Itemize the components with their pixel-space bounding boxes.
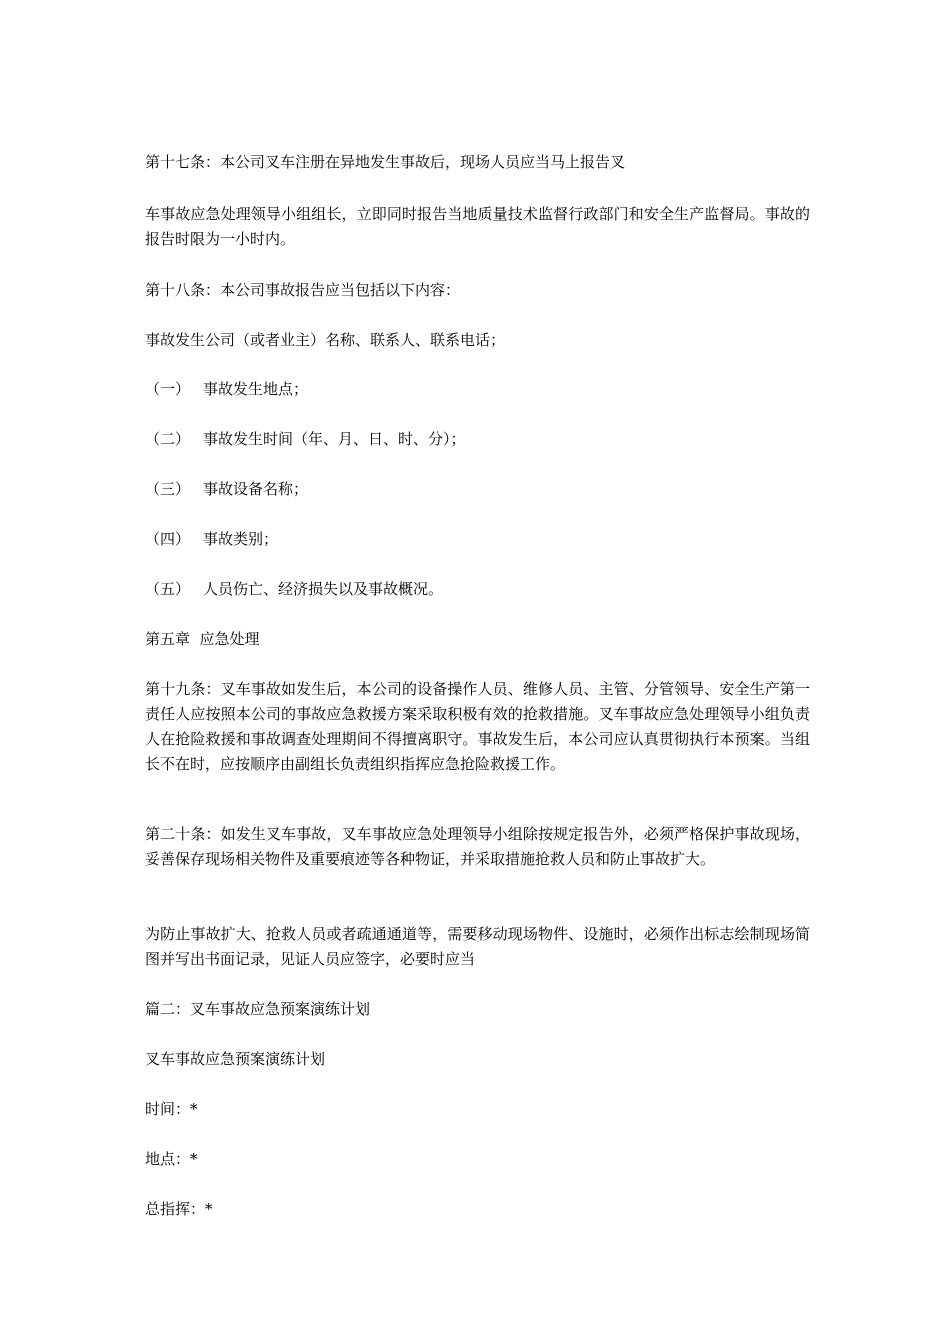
list-item-text: 事故类别； (203, 530, 279, 548)
list-item (145, 377, 308, 402)
list-item-number: （三） (145, 480, 191, 498)
plan-commander: 总指挥：* (145, 1200, 213, 1218)
article-17-continuation: 车事故应急处理领导小组组长，立即同时报告当地质量技术监督行政部门和安全生产监督局。事故的报告时限为一小时内。 (145, 205, 810, 248)
list-item (145, 527, 278, 552)
list-item-text: 事故发生时间（年、月、日、时、分）； (203, 430, 466, 448)
list-item-number: （四） (145, 530, 191, 548)
article-17-first-line: 第十七条：本公司叉车注册在异地发生事故后，现场人员应当马上报告叉 (145, 153, 626, 171)
list-item-text: 人员伤亡、经济损失以及事故概况。 (203, 580, 444, 598)
article-18: 第十八条：本公司事故报告应当包括以下内容： (145, 281, 461, 299)
article-20: 第二十条：如发生叉车事故，叉车事故应急处理领导小组除按规定报告外，必须严格保护事故现场，妥善保存现场相关物件及重要痕迹等各种物证，并采取措施抢救人员和防止事故扩大。 (145, 825, 810, 868)
plan-time: 时间：* (145, 1100, 198, 1118)
list-item (145, 577, 443, 602)
plan-place: 地点：* (145, 1150, 198, 1168)
list-item-number: （二） (145, 430, 191, 448)
list-item-text: 事故发生地点； (203, 380, 309, 398)
chapter-5-heading: 第五章 应急处理 (145, 630, 260, 648)
prevent-paragraph: 为防止事故扩大、抢救人员或者疏通通道等，需要移动现场物件、设施时，必须作出标志绘制现场简图并写出书面记录，见证人员应签字，必要时应当 (145, 925, 810, 968)
list-item (145, 477, 308, 502)
list-item-number: （一） (145, 380, 191, 398)
list-item-text: 事故设备名称； (203, 480, 309, 498)
plan-title: 叉车事故应急预案演练计划 (145, 1050, 326, 1068)
article-18-intro: 事故发生公司（或者业主）名称、联系人、联系电话； (145, 331, 506, 349)
list-item (145, 427, 466, 452)
article-19: 第十九条：叉车事故如发生后，本公司的设备操作人员、维修人员、主管、分管领导、安全生产第一责任人应按照本公司的事故应急救援方案采取积极有效的抢救措施。叉车事故应急处理领导小组负责人在抢险救援和事故调查处理期间不得擅离职守。事故发生后，本公司应认真贯彻执行本预案。当组长不在时，应按顺序由副组长负责组织指挥应急抢险救援工作。 (145, 680, 810, 773)
list-item-number: （五） (145, 580, 191, 598)
part-2-heading: 篇二：叉车事故应急预案演练计划 (145, 1000, 371, 1018)
